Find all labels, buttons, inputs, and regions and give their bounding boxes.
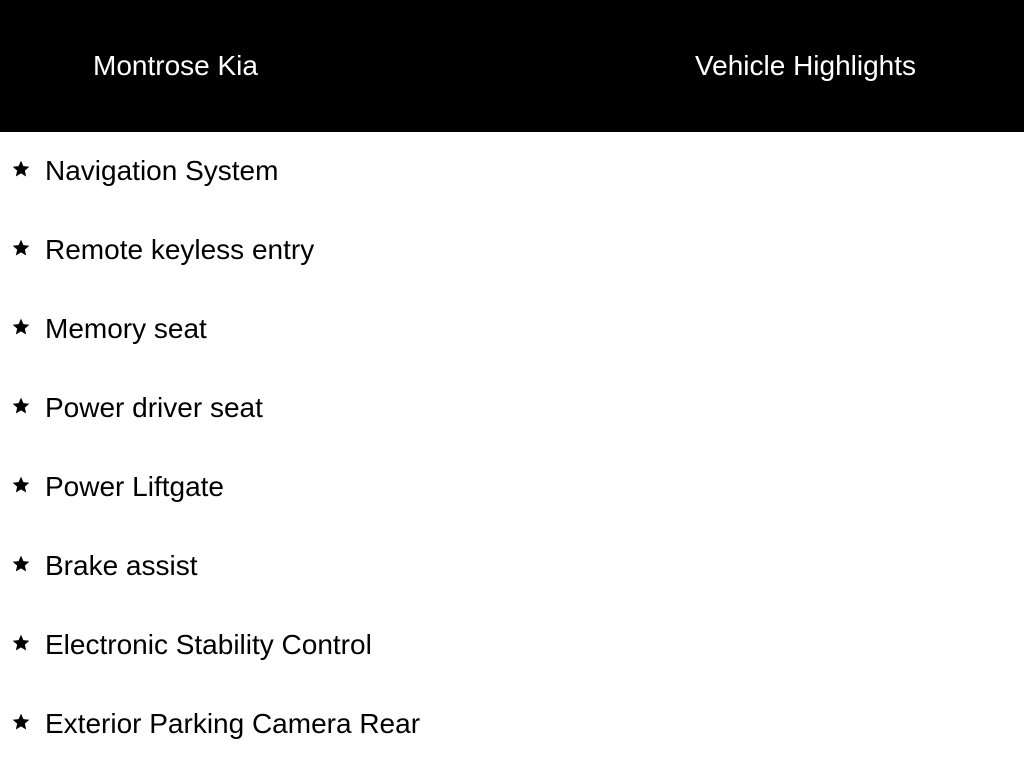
star-icon bbox=[11, 159, 31, 179]
feature-item bbox=[0, 527, 1024, 606]
feature-item bbox=[0, 132, 1024, 211]
star-icon bbox=[11, 238, 31, 258]
dealer-name: Montrose Kia bbox=[93, 50, 258, 81]
feature-item bbox=[0, 211, 1024, 290]
star-icon bbox=[11, 633, 31, 653]
feature-label: Electronic Stability Control bbox=[45, 629, 372, 660]
star-icon bbox=[11, 475, 31, 495]
feature-label: Exterior Parking Camera Rear bbox=[45, 708, 421, 739]
feature-label: Navigation System bbox=[45, 155, 279, 186]
feature-item bbox=[0, 369, 1024, 448]
feature-label: Memory seat bbox=[45, 313, 207, 344]
feature-label: Brake assist bbox=[45, 550, 198, 581]
star-icon bbox=[11, 712, 31, 732]
star-icon bbox=[11, 554, 31, 574]
feature-list bbox=[0, 132, 1024, 764]
section-title: Vehicle Highlights bbox=[695, 50, 917, 81]
feature-item bbox=[0, 290, 1024, 369]
feature-label: Power Liftgate bbox=[45, 471, 224, 502]
star-icon bbox=[11, 317, 31, 337]
feature-label: Remote keyless entry bbox=[45, 234, 315, 265]
star-icon bbox=[11, 396, 31, 416]
header-bar bbox=[0, 0, 1024, 132]
feature-item bbox=[0, 685, 1024, 764]
feature-item bbox=[0, 606, 1024, 685]
feature-label: Power driver seat bbox=[45, 392, 263, 423]
feature-item bbox=[0, 448, 1024, 527]
